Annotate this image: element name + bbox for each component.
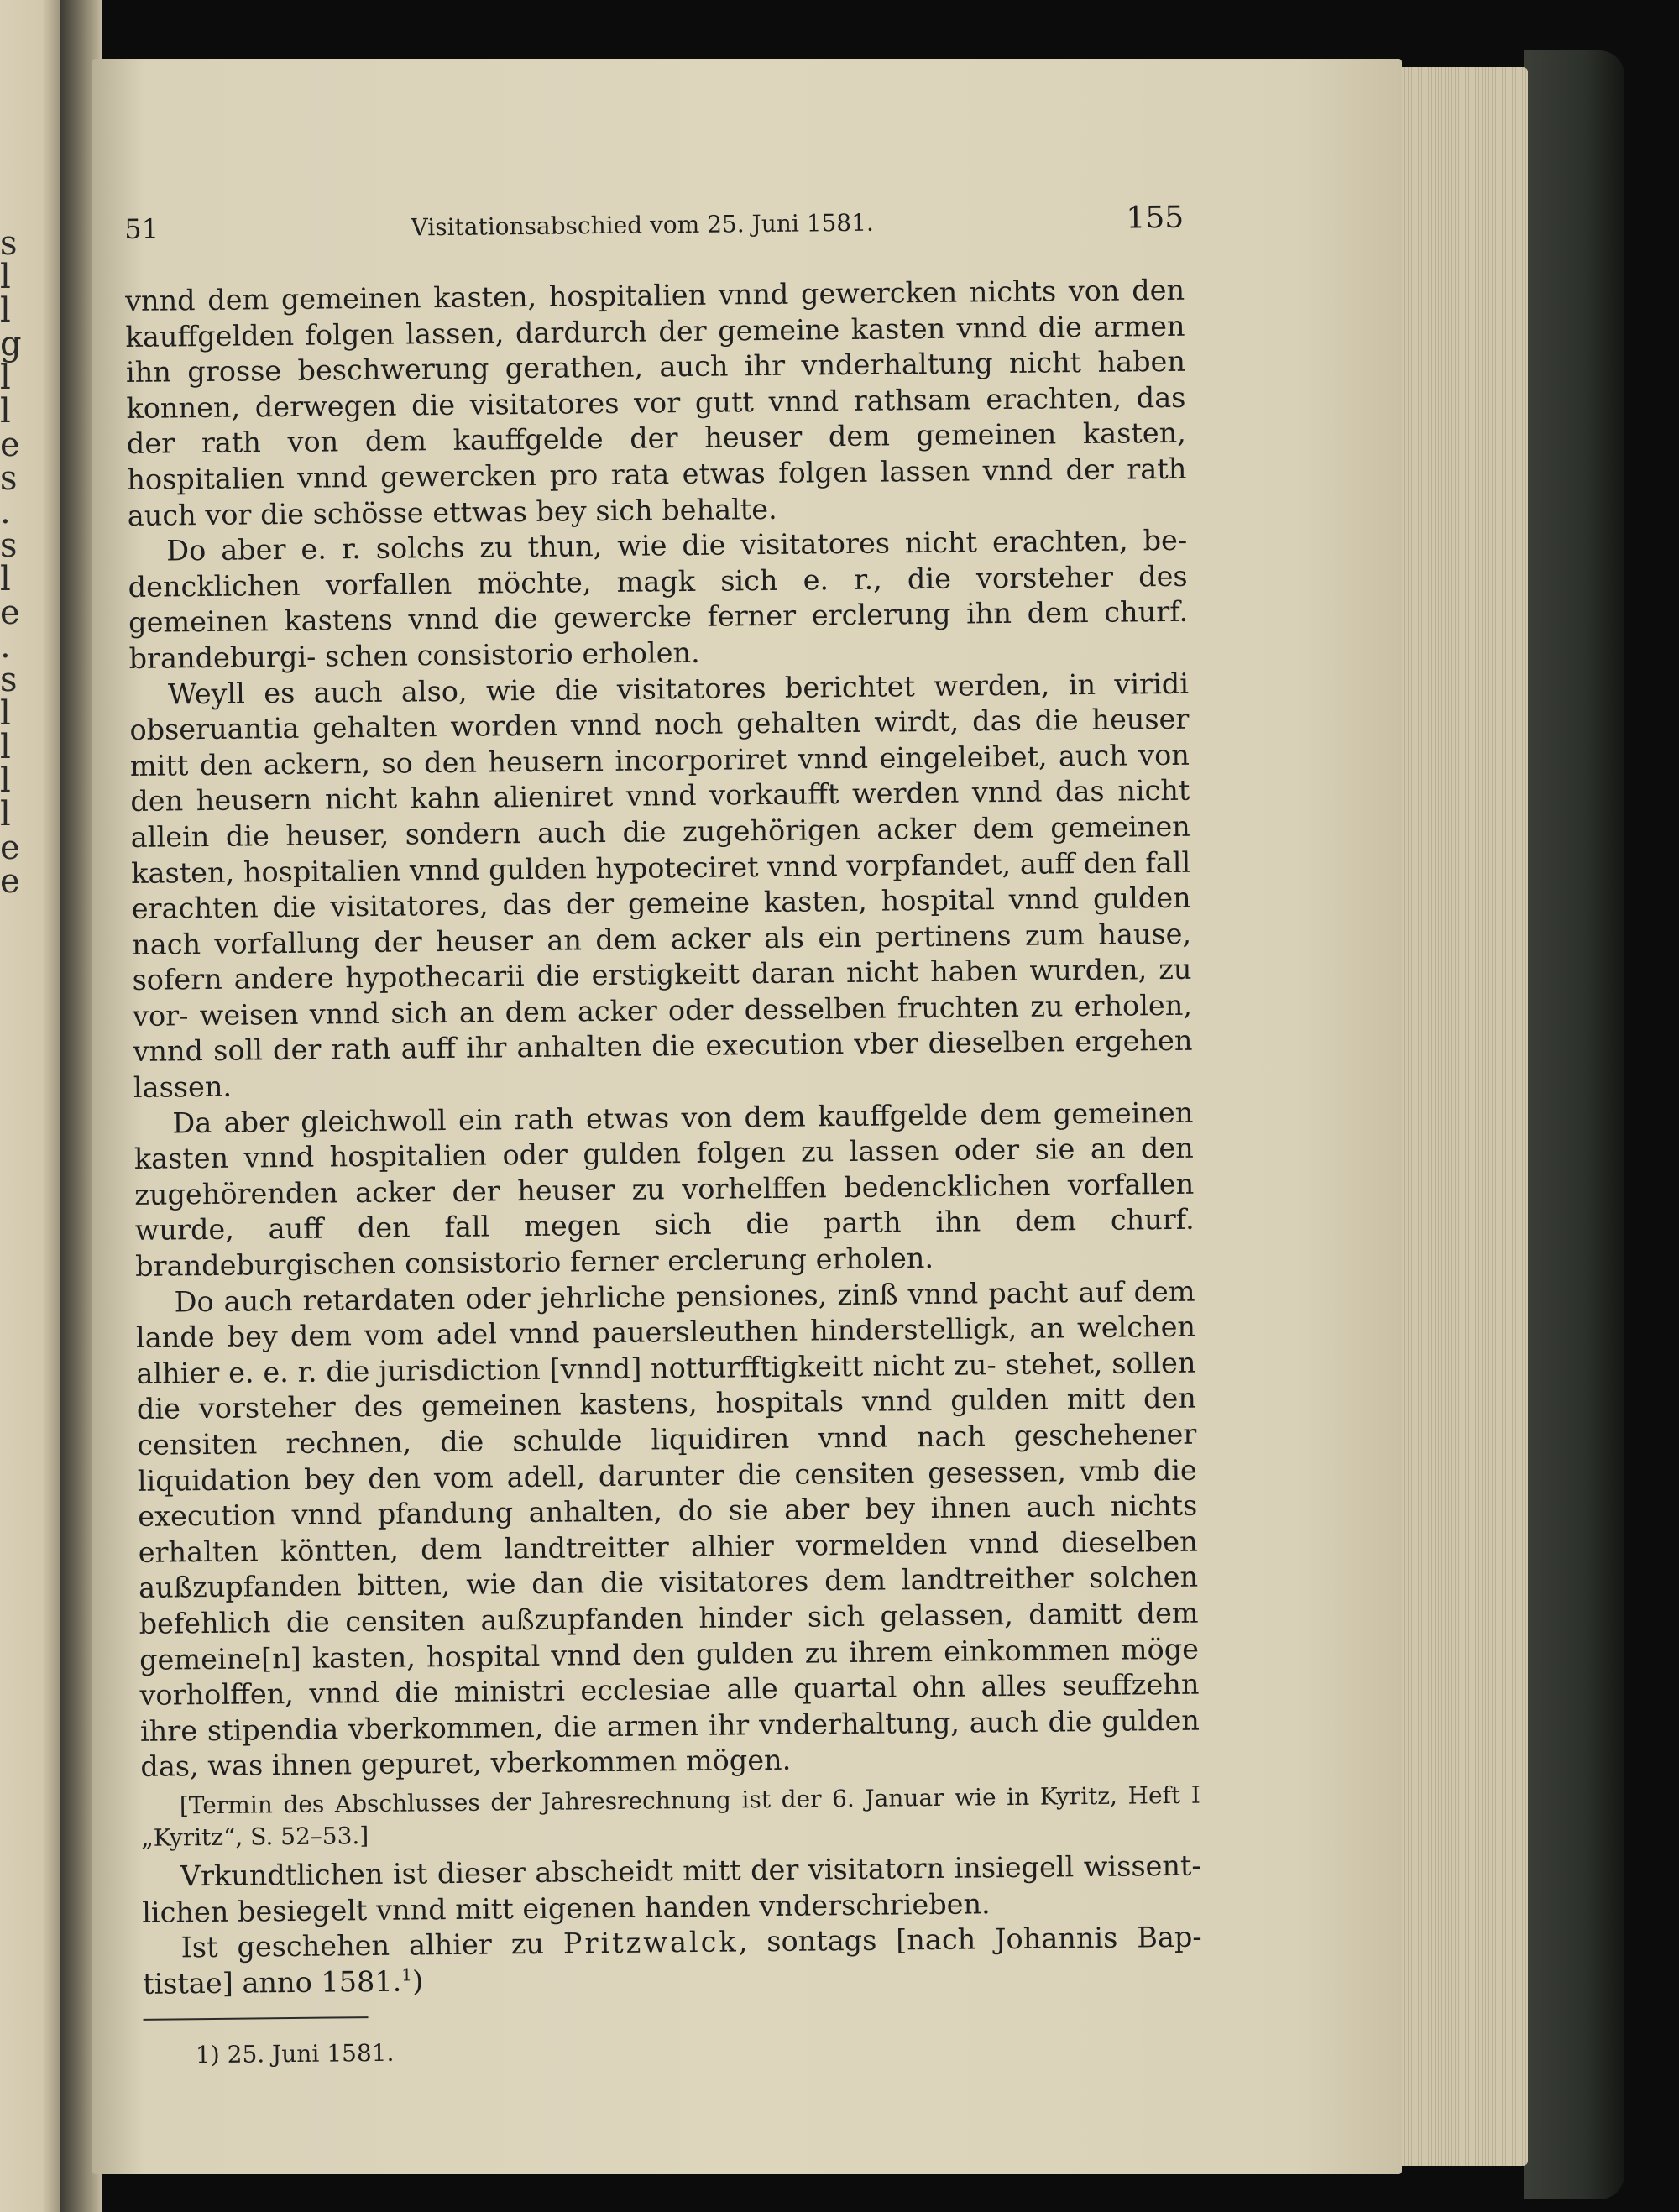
closing-paragraph-1	[142, 1849, 1202, 1931]
text-line: nach vorfallung der heuser an dem acker als ein pertinens zum hause,	[131, 917, 1192, 961]
closing-paragraph-2	[142, 1920, 1202, 2002]
text-line: das, was ihnen gepuret, vberkommen mögen.	[140, 1744, 792, 1784]
place-name: Pritzwalck	[562, 1925, 739, 1960]
text-line: vnnd gewercken pro rata etwas folgen lassen vnnd der rath auch vor die	[127, 452, 1187, 532]
text-line: schösse ettwas bey sich behalte.	[312, 492, 777, 531]
text-line: mitt den ackern, so den heusern incorporiret vnnd eingeleibet, auch von	[129, 738, 1190, 782]
text-line: execution vnnd pfandung anhalten, do sie aber bey ihnen auch nichts	[138, 1488, 1198, 1534]
text-line: ihre stipendia vberkommen, die armen ihr vnderhaltung, auch die gulden	[139, 1703, 1200, 1748]
paragraph	[129, 666, 1193, 1106]
editorial-note: [Termin des Abschlusses der Jahresrechnung ist der 6. Januar wie in Kyritz, Heft I „Kyritz“, S. 52–53.]	[141, 1781, 1200, 1852]
text-line: dem lande bey dem vom adel vnnd pauersleuthen hinderstelligk, an	[135, 1274, 1195, 1355]
text-line: gemeine[n] kasten, hospital vnnd den gulden zu ihrem einkommen möge	[139, 1632, 1200, 1676]
left-page-edge	[0, 0, 60, 2212]
margin-mark: e	[0, 862, 20, 901]
margin-mark: l	[0, 291, 11, 330]
text-line: befehlich die censiten außzupfanden hinder sich gelassen, damitt dem	[139, 1596, 1199, 1640]
paragraph	[125, 273, 1187, 534]
running-title: Visitationsabschied vom 25. Juni 1581.	[411, 208, 875, 242]
margin-mark: l	[0, 560, 11, 599]
closing-line-1: Vrkundtlichen ist dieser abscheidt mitt der visitatorn insiegell wissent-	[180, 1849, 1201, 1893]
text-line: fall erachten die visitatores, das der gemeine kasten, hospital vnnd gulden	[131, 845, 1191, 926]
text-line: Da aber gleichwoll ein rath etwas von dem kauffgelde dem gemeinen	[172, 1096, 1194, 1140]
left-margin-marks	[0, 224, 22, 901]
page-edges	[1385, 67, 1528, 2166]
book-cover	[1524, 50, 1624, 2199]
closing-line-3-prefix: Ist geschehen alhier zu	[180, 1927, 564, 1964]
margin-mark: e	[0, 594, 20, 632]
paragraph	[128, 523, 1189, 677]
section-number: 51	[124, 212, 160, 245]
text-line: der rath von dem kauffgelde der heuser dem gemeinen kasten, hospitalien	[126, 416, 1187, 496]
closing-line-4-end: )	[411, 1964, 424, 1998]
text-line: kasten, hospitalien vnnd gulden hypoteciret vnnd vorpfandet, auff den	[131, 845, 1137, 890]
text-line: weisen vnnd sich an dem acker oder desselben fruchten zu erholen, vnnd	[133, 988, 1193, 1069]
text-line: obseruantia gehalten worden vnnd noch gehalten wirdt, das die heuser	[129, 702, 1190, 747]
margin-mark: l	[0, 258, 11, 296]
page-header	[124, 201, 1185, 262]
footnote-ref: 1	[401, 1964, 413, 1985]
margin-mark: l	[0, 358, 11, 397]
margin-mark: s	[0, 224, 18, 263]
margin-mark: s	[0, 661, 18, 699]
margin-mark: l	[0, 694, 11, 733]
text-line: vnnd dem gemeinen kasten, hospitalien vnnd gewercken nichts von den	[124, 273, 1185, 317]
text-line: soll der rath auff ihr anhalten die execution vber dieselben ergehen lassen.	[133, 1024, 1193, 1105]
margin-mark: l	[0, 392, 11, 431]
page-content	[124, 201, 1203, 2071]
margin-mark: e	[0, 426, 20, 464]
paragraph	[133, 1095, 1195, 1284]
text-line: den heusern nicht kahn alieniret vnnd vorkaufft werden vnnd das nicht	[130, 774, 1190, 818]
closing-line-3-suffix: , sontags [nach Johannis Bap-	[738, 1920, 1202, 1958]
text-line: allein die heuser, sondern auch die zugehörigen acker dem gemeinen	[130, 809, 1190, 854]
text-line: dencklichen vorfallen möchte, magk sich e. r., die vorsteher des gemeinen	[128, 559, 1188, 640]
text-line: consistorio ferner erclerung erholen.	[404, 1242, 934, 1280]
margin-mark: e	[0, 829, 20, 867]
margin-mark: s	[0, 526, 18, 565]
closing-line-4: tistae] anno 1581.	[142, 1964, 402, 2000]
text-line: stehet, sollen die vorsteher des gemeinen kastens, hospitals vnnd gulden	[136, 1346, 1196, 1426]
margin-mark: l	[0, 728, 11, 766]
closing-line-2: lichen besiegelt vnnd mitt eigenen handen vnderschrieben.	[142, 1886, 991, 1929]
text-line: kauffgelden folgen lassen, dardurch der gemeine kasten vnnd die armen	[125, 309, 1185, 353]
margin-mark: .	[0, 627, 11, 666]
text-line: erhalten köntten, dem landtreitter alhier vormelden vnnd dieselben	[138, 1524, 1198, 1569]
footnote-text: 25. Juni 1581.	[227, 2039, 395, 2069]
text-line: kasten vnnd hospitalien oder gulden folgen zu lassen oder sie an den	[133, 1131, 1194, 1176]
margin-mark: g	[0, 325, 22, 363]
text-line: kastens vnnd die gewercke ferner erclerung ihn dem churf. brandeburgi-	[128, 595, 1189, 675]
text-line: außzupfanden bitten, wie dan die visitatores dem landtreither solchen	[138, 1561, 1199, 1605]
text-line: Do auch retardaten oder jehrliche pensiones, zinß vnnd pacht auf	[174, 1275, 1124, 1319]
paragraph	[135, 1273, 1200, 1785]
page-number: 155	[1126, 200, 1185, 236]
margin-mark: s	[0, 459, 18, 498]
text-line: schen consistorio erholen.	[324, 635, 700, 673]
text-line: welchen alhier e. e. r. die jurisdiction [vnnd] notturfftigkeitt nicht zu-	[136, 1310, 1196, 1390]
text-line: sofern andere hypothecarii die erstigkeitt daran nicht haben wurden, zu vor-	[132, 953, 1192, 1033]
text-line: zugehörenden acker der heuser zu vorhelffen bedencklichen vorfallen	[134, 1167, 1195, 1211]
text-line: ihn grosse beschwerung gerathen, auch ihr vnderhaltung nicht haben	[125, 344, 1186, 390]
text-line: mitt den censiten rechnen, die schulde liquidiren vnnd nach geschehener	[137, 1382, 1197, 1462]
text-line: Weyll es auch also, wie die visitatores berichtet werden, in viridi	[167, 667, 1190, 711]
body-text	[125, 273, 1200, 1786]
text-line: liquidation bey den vom adell, darunter die censiten gesessen, vmb die	[137, 1453, 1197, 1498]
margin-mark: .	[0, 493, 11, 531]
text-line: vorholffen, vnnd die ministri ecclesiae alle quartal ohn alles seuffzehn	[139, 1667, 1200, 1713]
footnote-marker: 1)	[195, 2041, 220, 2069]
margin-mark: l	[0, 795, 11, 834]
text-line: Do aber e. r. solchs zu thun, wie die visitatores nicht erachten, be-	[166, 523, 1188, 567]
margin-mark: l	[0, 761, 11, 800]
text-line: wurde, auff den fall megen sich die parth ihn dem churf. brandeburgischen	[134, 1203, 1195, 1283]
footnote-rule	[144, 2016, 369, 2021]
text-line: konnen, derwegen die visitatores vor gutt vnnd rathsam erachten, das	[126, 380, 1186, 425]
